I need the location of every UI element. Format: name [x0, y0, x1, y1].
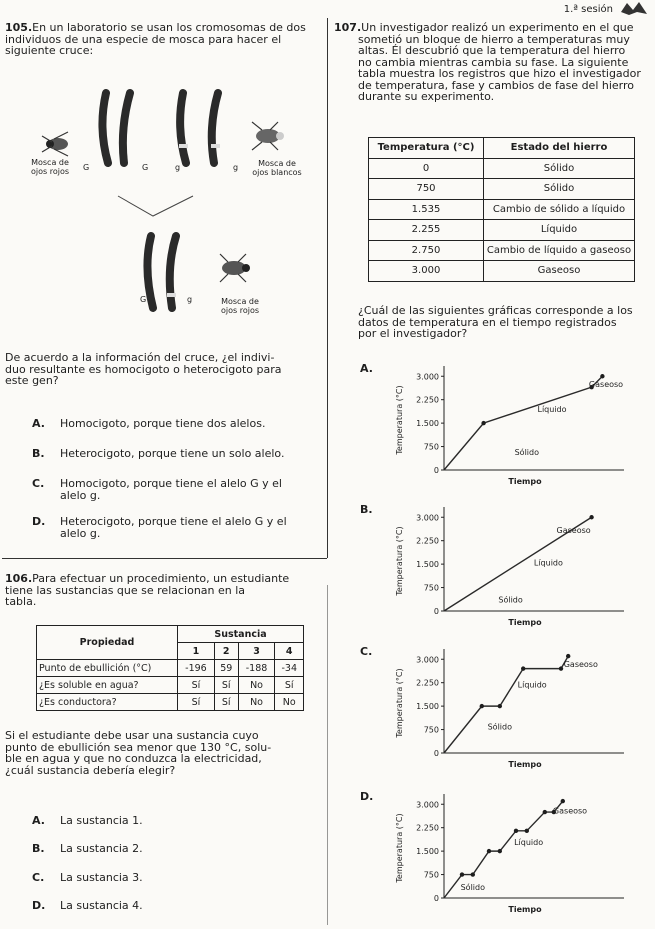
q107-stem: 107.Un investigador realizó un experimento en el que sometió un bloque de hierro a temperaturas muy altas. Él descubrió que la temperatura del hierro no cambia mientras cambia su fase. La siguiente tabla muestra los registros que hizo el investigador de temperatura, fase y cambios de fase del hierro durante su experimento. [334, 21, 641, 103]
data-point [480, 704, 484, 708]
y-tick-label: 0 [433, 749, 439, 758]
q106-option-a[interactable]: A. La sustancia 1. [32, 814, 143, 827]
data-point [559, 666, 563, 670]
chart-annotation: Gaseoso [588, 380, 624, 390]
chart-annotation: Gaseoso [552, 806, 588, 816]
table-row: ¿Es conductora? Sí Sí No No [37, 694, 304, 711]
q105-option-a[interactable]: A. Homocigoto, porque tiene dos alelos. [32, 417, 266, 430]
q105-option-d[interactable]: D. Heterocigoto, porque tiene el alelo G y el alelo g. [32, 515, 287, 540]
y-tick-label: 3.000 [416, 655, 439, 665]
fly-offspring-label: Mosca de ojos rojos [220, 297, 259, 315]
corner-mark-icon [619, 0, 649, 16]
column-divider-lower [327, 585, 328, 925]
section-divider [2, 558, 327, 559]
y-tick-label: 0 [433, 894, 439, 903]
column-divider [327, 18, 328, 558]
chart-annotation: Líquido [517, 680, 547, 690]
y-tick-label: 2.250 [416, 823, 439, 833]
y-tick-label: 2.250 [416, 678, 439, 688]
y-tick-label: 2.250 [416, 536, 439, 546]
chart-annotation: Líquido [533, 558, 563, 568]
x-axis-label: Tiempo [508, 905, 542, 914]
y-tick-label: 3.000 [416, 372, 439, 382]
chart-option-d[interactable] [356, 790, 636, 922]
allele-label: G [140, 295, 147, 304]
data-point [566, 654, 570, 658]
table-header: Sustancia [178, 626, 304, 643]
q106-option-d[interactable]: D. La sustancia 4. [32, 899, 143, 912]
fly-right-label: Mosca de ojos blancos [252, 159, 302, 177]
table-header: Temperatura (°C) [369, 138, 484, 159]
y-tick-label: 750 [423, 725, 439, 735]
chart-option-label: A. [360, 362, 373, 375]
y-tick-label: 0 [433, 607, 439, 616]
allele-label: G [142, 163, 149, 172]
data-point [561, 799, 565, 803]
y-axis-label: Temperatura (°C) [395, 668, 404, 738]
session-label: 1.ª sesión [563, 4, 613, 15]
fly-offspring-icon [220, 254, 250, 282]
table-header: 1 [178, 643, 215, 660]
table-header: 2 [214, 643, 238, 660]
x-axis-label: Tiempo [508, 477, 542, 486]
y-tick-label: 750 [423, 583, 439, 593]
y-tick-label: 1.500 [416, 702, 439, 712]
data-point [487, 849, 491, 853]
q105-stem: 105.En un laboratorio se usan los cromosomas de dos individuos de una especie de mosca para hacer el siguiente cruce: [5, 21, 306, 57]
chart-annotation: Gaseoso [556, 525, 591, 535]
table-row: Punto de ebullición (°C) -196 59 -188 -34 [37, 660, 304, 677]
data-point [589, 515, 593, 519]
chart-option-label: C. [360, 645, 373, 658]
y-tick-label: 2.250 [416, 395, 439, 405]
y-tick-label: 750 [423, 442, 439, 452]
cross-diagram [28, 88, 318, 328]
table-row: 750 Sólido [369, 179, 635, 200]
substances-table [36, 625, 304, 711]
data-point [514, 829, 518, 833]
data-point [543, 810, 547, 814]
allele-label: g [187, 295, 193, 304]
fly-left-label: Mosca de ojos rojos [30, 158, 69, 176]
q106-question: Si el estudiante debe usar una sustancia cuyo punto de ebullición sea menor que 130 °C, solu- ble en agua y que no conduzca la electricidad, ¿cuál sustancia debería elegir? [5, 729, 272, 777]
data-point [600, 374, 604, 378]
fly-right-icon [252, 122, 284, 150]
table-header: 4 [275, 643, 304, 660]
chart-annotation: Sólido [487, 722, 512, 732]
y-axis-label: Temperatura (°C) [395, 385, 404, 455]
chart-option-a[interactable] [356, 362, 636, 494]
y-tick-label: 750 [423, 870, 439, 880]
data-point [521, 666, 525, 670]
q105-question: De acuerdo a la información del cruce, ¿el indivi- duo resultante es homocigoto o heterocigoto para este gen? [5, 351, 282, 387]
q106-stem: 106.Para efectuar un procedimiento, un estudiante tiene las sustancias que se relacionan en la tabla. [5, 572, 290, 608]
fly-left-icon [42, 132, 68, 156]
iron-state-table [368, 137, 635, 282]
y-tick-label: 1.500 [416, 847, 439, 857]
allele-label: g [233, 163, 239, 172]
data-point [471, 872, 475, 876]
data-point [498, 849, 502, 853]
q106-option-b[interactable]: B. La sustancia 2. [32, 842, 143, 855]
table-row: 0 Sólido [369, 158, 635, 179]
chart-option-label: B. [360, 503, 373, 516]
chart-annotation: Sólido [460, 883, 485, 893]
series-line [444, 656, 568, 753]
data-point [525, 829, 529, 833]
data-point [460, 872, 464, 876]
chart-option-b[interactable] [356, 503, 636, 635]
y-tick-label: 3.000 [416, 800, 439, 810]
table-header: Estado del hierro [484, 138, 635, 159]
y-tick-label: 3.000 [416, 513, 439, 523]
table-row: 3.000 Gaseoso [369, 261, 635, 282]
x-axis-label: Tiempo [508, 760, 542, 769]
q106-option-c[interactable]: C. La sustancia 3. [32, 871, 143, 884]
table-row: 2.255 Líquido [369, 220, 635, 241]
y-tick-label: 0 [433, 466, 439, 475]
table-row: 2.750 Cambio de líquido a gaseoso [369, 240, 635, 261]
y-tick-label: 1.500 [416, 419, 439, 429]
data-point [498, 704, 502, 708]
data-point [481, 421, 485, 425]
table-header: Propiedad [37, 626, 178, 660]
y-axis-label: Temperatura (°C) [395, 526, 404, 596]
chart-annotation: Sólido [514, 448, 539, 457]
chart-annotation: Líquido [514, 837, 544, 847]
allele-label: g [175, 163, 181, 172]
y-axis-label: Temperatura (°C) [395, 813, 404, 883]
q107-question: ¿Cuál de las siguientes gráficas corresponde a los datos de temperatura en el tiempo registrados por el investigador? [358, 304, 633, 340]
table-row: ¿Es soluble en agua? Sí Sí No Sí [37, 677, 304, 694]
q105-option-b[interactable]: B. Heterocigoto, porque tiene un solo alelo. [32, 447, 285, 460]
chart-annotation: Sólido [498, 595, 523, 605]
chart-annotation: Líquido [537, 405, 567, 415]
chart-option-c[interactable] [356, 645, 636, 777]
x-axis-label: Tiempo [508, 618, 542, 627]
table-header: 3 [238, 643, 275, 660]
chart-option-label: D. [360, 790, 374, 803]
chart-annotation: Gaseoso [563, 660, 598, 670]
y-tick-label: 1.500 [416, 560, 439, 570]
allele-label: G [83, 163, 90, 172]
q105-option-c[interactable]: C. Homocigoto, porque tiene el alelo G y el alelo g. [32, 477, 282, 502]
table-row: 1.535 Cambio de sólido a líquido [369, 199, 635, 220]
